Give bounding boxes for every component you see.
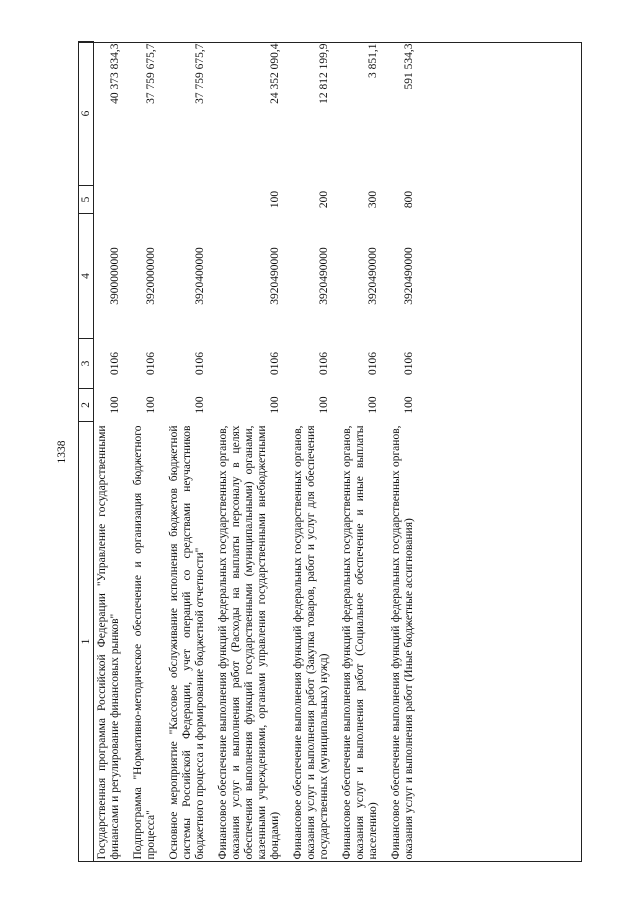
row-amount: 591 534,3 (403, 43, 415, 90)
row-code-expense: 300 (367, 190, 379, 209)
row-code-expense (94, 186, 131, 214)
row-code-expense: 200 (318, 190, 330, 209)
row-code-expense: 100 (269, 190, 281, 209)
budget-table (78, 41, 424, 862)
header-cell: 4 (79, 214, 94, 339)
page-number: 1338 (56, 440, 68, 464)
table-row (388, 42, 424, 862)
table-header-row (79, 42, 94, 862)
row-code-target: 3920490000 (318, 247, 330, 305)
row-code-section: 0106 (403, 352, 415, 375)
row-code-target: 3920490000 (403, 247, 415, 305)
row-code-section: 0106 (194, 352, 206, 375)
row-code-ministry: 100 (403, 396, 415, 414)
row-code-ministry: 100 (367, 396, 379, 414)
header-cell: 3 (79, 339, 94, 389)
row-code-section: 0106 (269, 352, 281, 375)
row-code-target: 3900000000 (109, 247, 121, 305)
row-code-section: 0106 (318, 352, 330, 375)
header-cell: 2 (79, 389, 94, 422)
row-name: Подпрограмма "Нормативно-методическое обеспечение и организация бюджетного процесса" (132, 425, 157, 860)
row-amount: 37 759 675,7 (194, 43, 206, 104)
row-code-target: 3920000000 (145, 247, 157, 305)
table-row (166, 42, 215, 862)
row-code-section: 0106 (109, 352, 121, 375)
row-code-section: 0106 (367, 352, 379, 375)
table-row (130, 42, 166, 862)
rotated-page (78, 42, 583, 862)
row-amount: 24 352 090,4 (269, 43, 281, 104)
row-code-ministry: 100 (145, 396, 157, 414)
row-name: Финансовое обеспечение выполнения функций федеральных государственных органов, оказания услуг и выполнения работ (Расходы на выплаты персоналу в целях обеспечения выполнения функций государственными (муниципальными) органами, казенными учреждениями, органами управления государственными внебюджетными фондами) (217, 425, 281, 860)
row-code-ministry: 100 (318, 396, 330, 414)
table-row (339, 42, 388, 862)
row-code-section: 0106 (145, 352, 157, 375)
row-name: Финансовое обеспечение выполнения функций федеральных государственных органов, оказания услуг и выполнения работ (Иные бюджетные ассигнования) (390, 425, 415, 860)
header-cell: 5 (79, 186, 94, 214)
row-name: Государственная программа Российской Федерации "Управление государственными финансами и регулирование финансовых рынков" (96, 425, 121, 860)
row-amount: 12 812 199,9 (318, 43, 330, 104)
row-code-target: 3920490000 (269, 247, 281, 305)
row-amount: 37 759 675,7 (145, 43, 157, 104)
row-amount: 40 373 834,3 (109, 43, 121, 104)
table-row (215, 42, 290, 862)
table-row (94, 42, 131, 862)
row-code-expense (166, 186, 215, 214)
row-name: Основное мероприятие "Кассовое обслуживание исполнения бюджетов бюджетной системы Российской Федерации, учет операций со средствами неучастников бюджетного процесса и формирование бюджетной отчетности" (168, 425, 206, 860)
row-name: Финансовое обеспечение выполнения функций федеральных государственных органов, оказания услуг и выполнения работ (Социальное обеспечение и иные выплаты населению) (341, 425, 379, 860)
row-code-ministry: 100 (194, 396, 206, 414)
row-code-expense: 800 (403, 190, 415, 209)
row-amount: 3 851,1 (367, 43, 379, 78)
row-code-ministry: 100 (109, 396, 121, 414)
row-name: Финансовое обеспечение выполнения функций федеральных государственных органов, оказания услуг и выполнения работ (Закупка товаров, работ и услуг для обеспечения государственных (муниципальных) нужд) (292, 425, 330, 860)
row-code-target: 3920490000 (367, 247, 379, 305)
row-code-expense (130, 186, 166, 214)
row-code-target: 3920400000 (194, 247, 206, 305)
header-cell: 6 (79, 42, 94, 186)
table-row (290, 42, 339, 862)
row-code-ministry: 100 (269, 396, 281, 414)
header-cell: 1 (79, 422, 94, 862)
